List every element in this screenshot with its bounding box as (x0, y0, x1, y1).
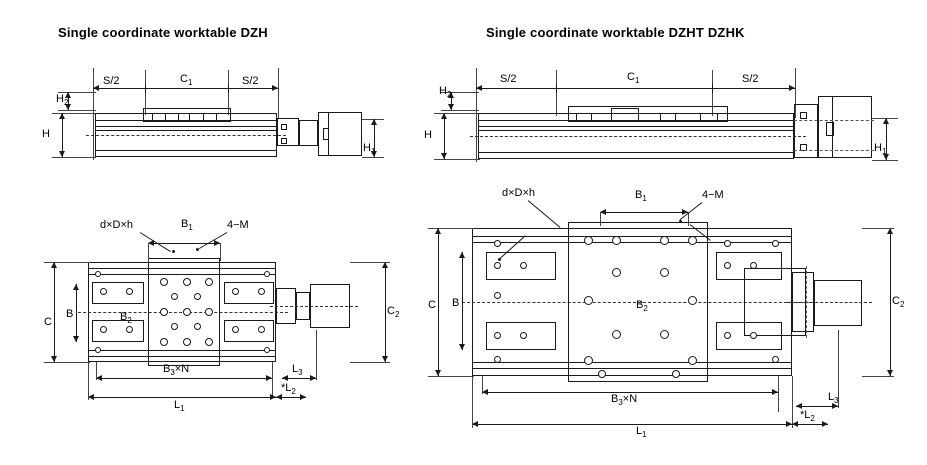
left-dim-s2-left: S/2 (103, 75, 120, 87)
left-label-4m: 4−M (227, 219, 249, 231)
left-dim-c1: $C_1$ (180, 73, 193, 88)
left-dim-b3n: $B_3\times N$ (163, 363, 190, 378)
right-dim-s2-right: S/2 (742, 73, 759, 85)
right-dim-b2: $B_2$ (636, 299, 648, 314)
right-dim-l1: $L_1$ (636, 425, 647, 440)
left-dim-b1: $B_1$ (181, 218, 193, 233)
left-dim-c: C (44, 316, 52, 328)
right-dim-c2: $C_2$ (892, 295, 905, 310)
left-dim-b: B (66, 308, 74, 320)
left-dim-h1: $H_1$ (363, 142, 376, 157)
right-dim-l2: $*L_2$ (800, 409, 815, 424)
left-dim-l2: $*L_2$ (281, 382, 296, 397)
left-label-ddh: d×D×h (100, 219, 134, 231)
right-label-4m: 4−M (702, 189, 724, 201)
right-dim-b3n: $B_3\times N$ (611, 393, 638, 408)
left-dim-l3: $L_3$ (292, 363, 303, 378)
right-dim-h: H (424, 129, 432, 141)
left-dim-h2: $H_2$ (56, 93, 69, 108)
right-figure-title: Single coordinate worktable DZHT DZHK (486, 25, 745, 40)
right-dim-s2-left: S/2 (500, 73, 517, 85)
left-dim-s2-right: S/2 (242, 75, 259, 87)
left-dim-l1: $L_1$ (174, 399, 185, 414)
right-dim-c: C (428, 299, 436, 311)
left-dim-h: H (42, 128, 50, 140)
right-dim-b1: $B_1$ (635, 189, 647, 204)
right-dim-h1: $H_1$ (874, 142, 887, 157)
right-dim-c1: $C_1$ (627, 71, 640, 86)
right-label-ddh: d×D×h (502, 187, 536, 199)
left-dim-b2: $B_2$ (120, 311, 132, 326)
right-dim-b: B (452, 297, 460, 309)
left-dim-c2: $C_2$ (387, 305, 400, 320)
left-figure-title: Single coordinate worktable DZH (58, 25, 268, 40)
right-dim-l3: $L_3$ (828, 391, 839, 406)
right-dim-h2: $H_2$ (439, 85, 452, 100)
